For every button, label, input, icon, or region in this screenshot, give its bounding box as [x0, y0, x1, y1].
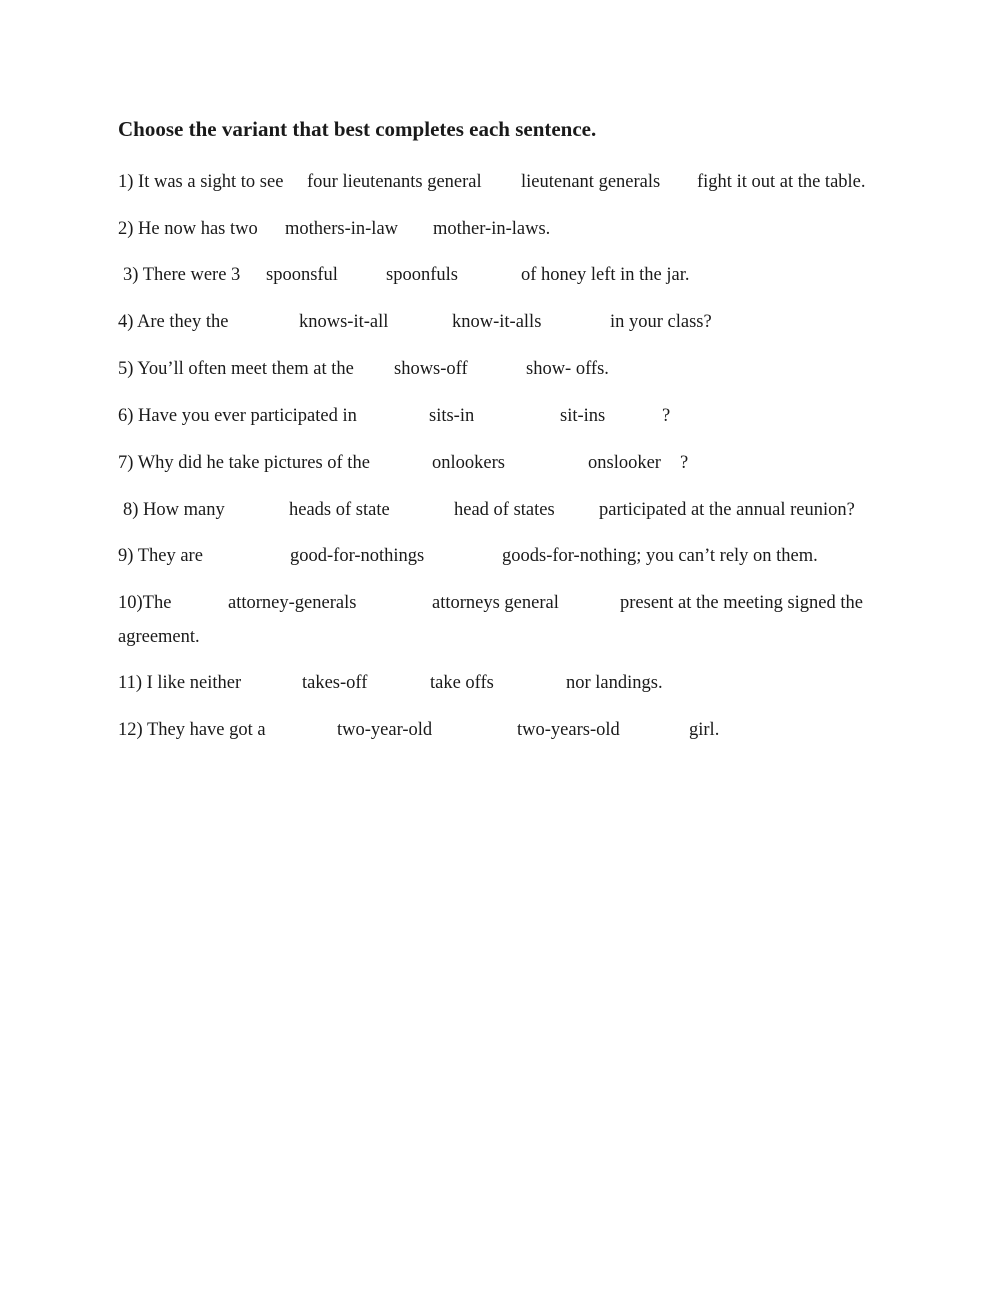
question-prompt: 11) I like neither — [118, 673, 242, 693]
option-a[interactable]: shows-off — [394, 359, 468, 379]
option-a[interactable]: four lieutenants general — [307, 172, 482, 192]
question-prompt: 8) How many — [123, 500, 225, 520]
question-prompt: 2) He now has two — [118, 219, 258, 239]
sentence-continuation: agreement. — [118, 627, 200, 647]
question-prompt: 4) Are they the — [118, 312, 229, 332]
option-b[interactable]: know-it-alls — [452, 312, 542, 332]
option-a[interactable]: two-year-old — [337, 720, 433, 740]
question-prompt: 1) It was a sight to see — [118, 172, 284, 192]
option-b[interactable]: onslooker — [588, 453, 661, 473]
option-a[interactable]: good-for-nothings — [290, 546, 425, 566]
option-a[interactable]: takes-off — [302, 673, 368, 693]
option-b[interactable]: two-years-old — [517, 720, 620, 740]
option-b[interactable]: attorneys general — [432, 593, 559, 613]
sentence-end: fight it out at the table. — [697, 172, 866, 192]
option-b[interactable]: mother-in-laws. — [433, 219, 551, 239]
option-b[interactable]: take offs — [430, 673, 494, 693]
sentence-end: ? — [662, 406, 671, 426]
option-b[interactable]: lieutenant generals — [521, 172, 661, 192]
option-b[interactable]: sit-ins — [560, 406, 606, 426]
question-prompt: 3) There were 3 — [123, 265, 241, 285]
sentence-end: ? — [680, 453, 689, 473]
question-prompt: 12) They have got a — [118, 720, 266, 740]
worksheet-title: Choose the variant that best completes each sentence. — [118, 117, 597, 141]
option-b[interactable]: goods-for-nothing; you can’t rely on them. — [502, 546, 818, 566]
question-prompt: 6) Have you ever participated in — [118, 406, 357, 426]
option-a[interactable]: attorney-generals — [228, 593, 357, 613]
option-a[interactable]: spoonsful — [266, 265, 338, 285]
sentence-end: of honey left in the jar. — [521, 265, 690, 285]
option-a[interactable]: sits-in — [429, 406, 475, 426]
option-b[interactable]: show- offs. — [526, 359, 609, 379]
option-b[interactable]: spoonfuls — [386, 265, 458, 285]
question-prompt: 9) They are — [118, 546, 203, 566]
sentence-end: girl. — [689, 720, 720, 740]
option-a[interactable]: knows-it-all — [299, 312, 389, 332]
question-prompt: 5) You’ll often meet them at the — [118, 359, 354, 379]
sentence-end: nor landings. — [566, 673, 663, 693]
sentence-end: present at the meeting signed the — [620, 593, 863, 613]
question-prompt: 7) Why did he take pictures of the — [118, 453, 370, 473]
option-a[interactable]: heads of state — [289, 500, 390, 520]
question-prompt: 10)The — [118, 593, 172, 613]
option-b[interactable]: head of states — [454, 500, 555, 520]
option-a[interactable]: mothers-in-law — [285, 219, 399, 239]
sentence-end: participated at the annual reunion? — [599, 500, 855, 520]
sentence-end: in your class? — [610, 312, 712, 332]
option-a[interactable]: onlookers — [432, 453, 505, 473]
